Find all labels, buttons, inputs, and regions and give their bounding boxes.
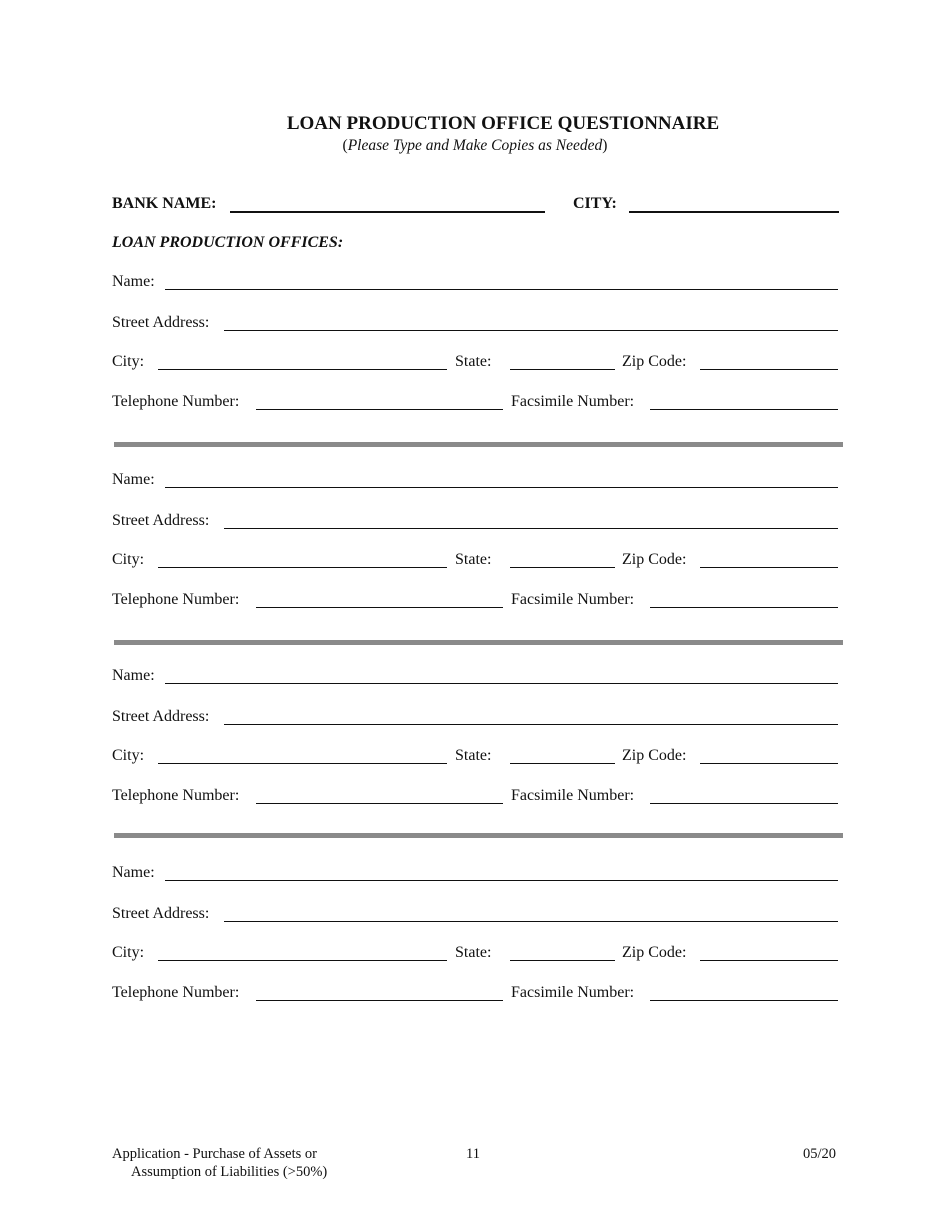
- office-1-name-field[interactable]: [165, 289, 838, 290]
- office-4-facsimile-label: Facsimile Number:: [511, 984, 635, 1001]
- office-3-state-label: State:: [455, 747, 492, 764]
- office-4-name-field[interactable]: [165, 880, 838, 881]
- office-4-telephone-field[interactable]: [256, 1000, 503, 1001]
- office-2-street-label: Street Address:: [112, 512, 210, 529]
- bank-name-field[interactable]: [230, 211, 545, 213]
- office-1-street-label: Street Address:: [112, 314, 210, 331]
- office-2-state-field[interactable]: [510, 567, 615, 568]
- bank-city-label: CITY:: [573, 195, 617, 212]
- office-2-telephone-field[interactable]: [256, 607, 503, 608]
- office-1-facsimile-field[interactable]: [650, 409, 838, 410]
- office-4-state-label: State:: [455, 944, 492, 961]
- office-3-city-label: City:: [112, 747, 145, 764]
- office-3-telephone-label: Telephone Number:: [112, 787, 240, 804]
- office-3-facsimile-label: Facsimile Number:: [511, 787, 635, 804]
- office-1-city-label: City:: [112, 353, 145, 370]
- office-3-name-label: Name:: [112, 667, 155, 684]
- office-1-telephone-label: Telephone Number:: [112, 393, 240, 410]
- office-1-name-label: Name:: [112, 273, 155, 290]
- footer-date: 05/20: [803, 1146, 837, 1162]
- bank-name-label: BANK NAME:: [112, 195, 217, 212]
- section-heading: LOAN PRODUCTION OFFICES:: [112, 234, 344, 251]
- subtitle-text: Please Type and Make Copies as Needed: [347, 137, 603, 154]
- section-divider-2: [114, 640, 843, 645]
- office-3-name-field[interactable]: [165, 683, 838, 684]
- office-1-facsimile-label: Facsimile Number:: [511, 393, 635, 410]
- office-3-zip-field[interactable]: [700, 763, 838, 764]
- office-2-city-label: City:: [112, 551, 145, 568]
- office-3-facsimile-field[interactable]: [650, 803, 838, 804]
- office-2-city-field[interactable]: [158, 567, 447, 568]
- section-divider-3: [114, 833, 843, 838]
- office-4-city-field[interactable]: [158, 960, 447, 961]
- office-2-name-field[interactable]: [165, 487, 838, 488]
- office-1-street-field[interactable]: [224, 330, 838, 331]
- office-1-zip-label: Zip Code:: [622, 353, 687, 370]
- footer-form-title-line1: Application - Purchase of Assets or: [112, 1146, 317, 1162]
- office-4-zip-label: Zip Code:: [622, 944, 687, 961]
- office-1-zip-field[interactable]: [700, 369, 838, 370]
- office-1-state-field[interactable]: [510, 369, 615, 370]
- office-1-state-label: State:: [455, 353, 492, 370]
- office-2-zip-label: Zip Code:: [622, 551, 687, 568]
- office-4-name-label: Name:: [112, 864, 155, 881]
- bank-city-field[interactable]: [629, 211, 839, 213]
- office-4-state-field[interactable]: [510, 960, 615, 961]
- office-4-zip-field[interactable]: [700, 960, 838, 961]
- office-3-zip-label: Zip Code:: [622, 747, 687, 764]
- office-3-telephone-field[interactable]: [256, 803, 503, 804]
- footer-form-title-line2: Assumption of Liabilities (>50%): [131, 1164, 328, 1180]
- office-2-telephone-label: Telephone Number:: [112, 591, 240, 608]
- office-4-street-field[interactable]: [224, 921, 838, 922]
- office-2-street-field[interactable]: [224, 528, 838, 529]
- page-title: LOAN PRODUCTION OFFICE QUESTIONNAIRE: [286, 113, 720, 134]
- office-4-telephone-label: Telephone Number:: [112, 984, 240, 1001]
- office-1-city-field[interactable]: [158, 369, 447, 370]
- office-2-name-label: Name:: [112, 471, 155, 488]
- office-4-street-label: Street Address:: [112, 905, 210, 922]
- office-3-street-label: Street Address:: [112, 708, 210, 725]
- office-3-street-field[interactable]: [224, 724, 838, 725]
- office-2-state-label: State:: [455, 551, 492, 568]
- office-3-city-field[interactable]: [158, 763, 447, 764]
- office-2-facsimile-label: Facsimile Number:: [511, 591, 635, 608]
- section-divider-1: [114, 442, 843, 447]
- office-4-facsimile-field[interactable]: [650, 1000, 838, 1001]
- office-3-state-field[interactable]: [510, 763, 615, 764]
- office-4-city-label: City:: [112, 944, 145, 961]
- footer-page-number: 11: [466, 1146, 480, 1162]
- office-1-telephone-field[interactable]: [256, 409, 503, 410]
- office-2-zip-field[interactable]: [700, 567, 838, 568]
- office-2-facsimile-field[interactable]: [650, 607, 838, 608]
- page-subtitle: (Please Type and Make Copies as Needed): [342, 137, 608, 154]
